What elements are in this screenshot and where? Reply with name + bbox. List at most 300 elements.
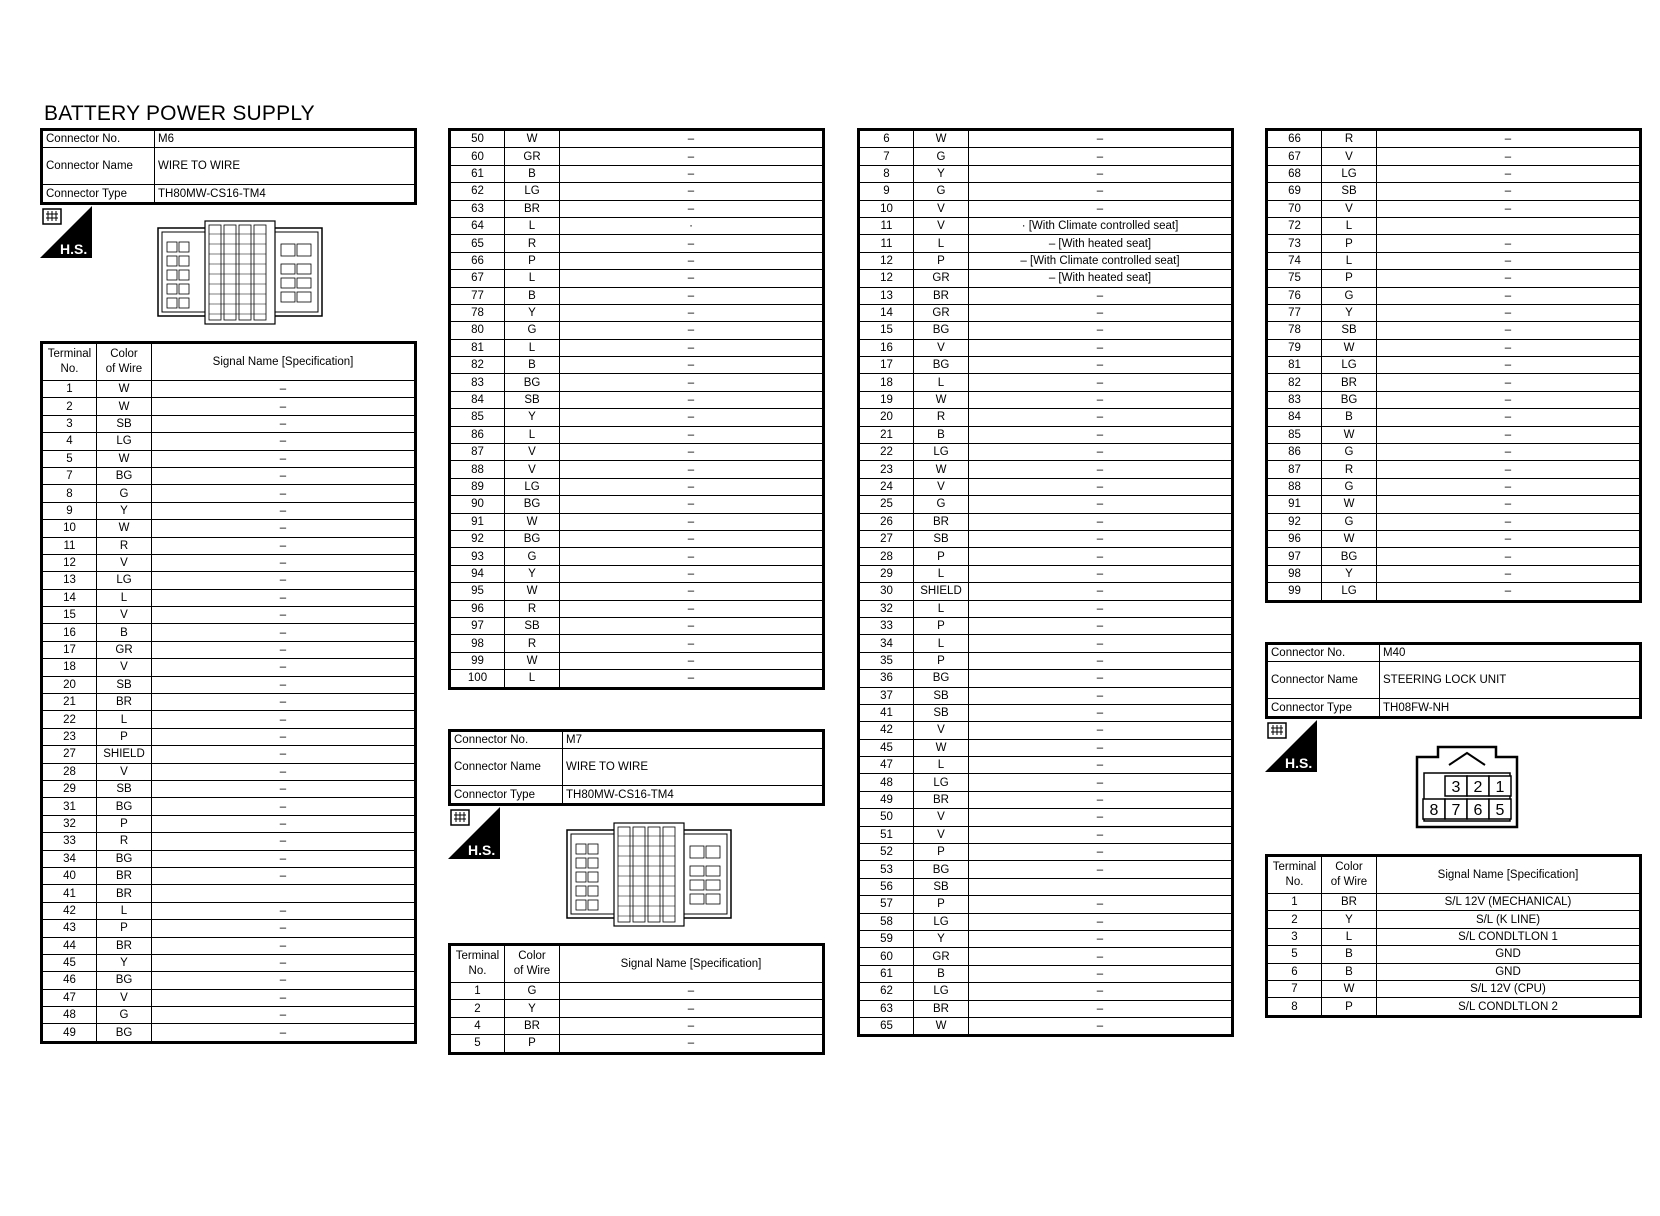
terminal-header: Terminal No. [42,343,97,381]
connector-face-m6 [157,220,323,325]
signal-cell: – [152,920,416,937]
wire-color-cell: P [97,815,152,832]
signal-cell: – [1377,304,1641,321]
terminal-cell: 2 [42,398,97,415]
terminal-cell: 13 [42,572,97,589]
signal-cell: – [969,409,1233,426]
signal-cell: – [969,478,1233,495]
table-row [1267,496,1641,513]
terminal-cell: 12 [42,554,97,571]
wire-color-cell: BG [505,496,560,513]
signal-cell: – [1377,461,1641,478]
table-row [859,930,1233,947]
table-row [42,659,416,676]
table-row [1267,583,1641,601]
table-row [42,746,416,763]
wire-color-cell: SHIELD [97,746,152,763]
signal-cell: – [152,485,416,502]
signal-cell: – [969,287,1233,304]
table-row [42,885,416,902]
wire-color-cell: W [505,130,560,148]
terminal-cell: 17 [859,357,914,374]
connector-type-value: TH80MW-CS16-TM4 [563,786,824,804]
terminal-cell: 60 [450,148,505,165]
terminal-cell: 49 [859,791,914,808]
terminal-cell: 53 [859,861,914,878]
terminal-cell: 42 [859,722,914,739]
wire-color-cell: W [914,130,969,148]
signal-cell: – [969,757,1233,774]
wire-color-cell: W [914,461,969,478]
terminal-cell: 50 [859,809,914,826]
table-row [1267,894,1641,911]
signal-cell: – [152,989,416,1006]
table-row [450,1000,824,1017]
table-row [859,478,1233,495]
wire-color-cell: SB [914,704,969,721]
table-row [859,739,1233,756]
signal-cell: – [969,670,1233,687]
wire-color-cell: BG [914,670,969,687]
signal-cell: S/L CONDLTLON 1 [1377,928,1641,945]
wire-color-cell: L [97,711,152,728]
terminal-cell: 24 [859,478,914,495]
table-row [859,600,1233,617]
table-row [859,913,1233,930]
signal-cell: – [152,746,416,763]
wire-color-cell: BR [914,287,969,304]
signal-cell: – [969,444,1233,461]
table-row [859,583,1233,600]
connector-face-m40 [1413,745,1521,829]
signal-cell: – [152,850,416,867]
wire-color-cell: W [1322,530,1377,547]
terminal-cell: 15 [42,607,97,624]
wire-color-cell: B [914,426,969,443]
terminal-cell: 56 [859,878,914,895]
table-row [1267,513,1641,530]
wire-color-cell: BG [914,861,969,878]
table-row [42,641,416,658]
signal-cell: – [With heated seat] [969,270,1233,287]
wire-color-cell: V [1322,148,1377,165]
table-row [1267,963,1641,980]
wire-color-cell: V [914,217,969,234]
table-row [859,217,1233,234]
terminal-cell: 49 [42,1024,97,1042]
wire-color-cell: SB [97,676,152,693]
signal-cell: S/L 12V (CPU) [1377,980,1641,997]
terminal-cell: 77 [1267,304,1322,321]
terminal-cell: 52 [859,844,914,861]
table-row [42,572,416,589]
wire-color-cell: R [505,635,560,652]
table-row [859,1017,1233,1035]
terminal-cell: 87 [1267,461,1322,478]
connector-name-label: Connector Name [450,749,563,786]
signal-cell: – [969,600,1233,617]
table-row [450,444,824,461]
signal-cell: – [152,937,416,954]
wire-color-cell: W [914,391,969,408]
signal-cell: – [560,304,824,321]
signal-cell: – [969,809,1233,826]
table-row [42,954,416,971]
table-row [42,1024,416,1042]
terminal-cell: 86 [1267,444,1322,461]
wire-color-cell: W [1322,980,1377,997]
terminal-cell: 91 [1267,496,1322,513]
signal-cell: – [152,624,416,641]
signal-cell: – [1377,565,1641,582]
signal-cell: – [560,1017,824,1034]
table-row [1267,322,1641,339]
table-row [859,617,1233,634]
wire-color-cell: B [505,287,560,304]
wire-color-cell: L [1322,217,1377,234]
connector-no-value: M40 [1380,644,1641,662]
table-row [859,878,1233,895]
terminal-cell: 96 [450,600,505,617]
connector-no-value: M7 [563,731,824,749]
wire-color-cell: R [1322,130,1377,148]
signal-cell: – [152,711,416,728]
signal-cell: – [969,130,1233,148]
signal-cell: – [1377,426,1641,443]
signal-cell: – [969,896,1233,913]
wire-color-cell: R [97,537,152,554]
wire-color-cell: P [97,920,152,937]
table-row [859,565,1233,582]
wire-color-cell: R [1322,461,1377,478]
signal-cell: – [152,398,416,415]
terminal-cell: 5 [1267,946,1322,963]
terminal-cell: 28 [42,763,97,780]
table-row [859,165,1233,182]
signal-cell: – [969,687,1233,704]
wire-color-cell: SB [1322,322,1377,339]
terminal-cell: 51 [859,826,914,843]
signal-cell: – [560,130,824,148]
terminal-cell: 7 [1267,980,1322,997]
terminal-cell: 81 [450,339,505,356]
table-row [450,339,824,356]
terminal-cell: 63 [859,1000,914,1017]
m6-connector-info [40,128,417,205]
wire-color-cell: R [505,235,560,252]
signal-cell: – [1377,130,1641,148]
terminal-cell: 42 [42,902,97,919]
signal-cell: – [1377,200,1641,217]
signal-cell: – [560,652,824,669]
wire-color-cell: BR [1322,374,1377,391]
wire-color-cell: LG [1322,165,1377,182]
signal-cell: – [1377,374,1641,391]
signal-cell: – [1377,252,1641,269]
table-row [42,972,416,989]
signal-cell: · [With Climate controlled seat] [969,217,1233,234]
wire-color-cell: BG [914,322,969,339]
table-row [42,485,416,502]
wire-color-cell: SB [1322,183,1377,200]
terminal-cell: 36 [859,670,914,687]
terminal-cell: 50 [450,130,505,148]
connector-type-label: Connector Type [450,786,563,804]
table-row [450,983,824,1000]
table-row [42,989,416,1006]
wire-color-cell: L [505,217,560,234]
signal-cell: · [560,217,824,234]
color-header: Color of Wire [1322,856,1377,894]
terminal-cell: 41 [859,704,914,721]
wire-color-cell: W [1322,426,1377,443]
signal-cell: – [969,722,1233,739]
wire-color-cell: V [914,478,969,495]
table-row [450,670,824,688]
table-row [42,728,416,745]
signal-cell: – [152,641,416,658]
hs-icon-label: H.S. [60,241,88,257]
wire-color-cell: L [97,902,152,919]
terminal-cell: 46 [42,972,97,989]
signal-cell: – [560,478,824,495]
color-header: Color of Wire [505,945,560,983]
table-row [1267,530,1641,547]
connector-type-value: TH08FW-NH [1380,699,1641,717]
terminal-cell: 23 [859,461,914,478]
table-row [450,270,824,287]
signal-cell [969,878,1233,895]
wire-color-cell: B [97,624,152,641]
signal-cell: – [152,572,416,589]
terminal-cell: 7 [859,148,914,165]
signal-cell: – [560,513,824,530]
table-row [450,165,824,182]
table-row [42,537,416,554]
signal-cell: GND [1377,946,1641,963]
table-row [450,217,824,234]
wire-color-cell: W [97,381,152,398]
pin-label: 7 [1451,802,1461,819]
signal-cell: – [969,530,1233,547]
signal-cell: – [969,565,1233,582]
signal-cell: – [152,433,416,450]
wire-color-cell: BG [505,374,560,391]
terminal-cell: 1 [42,381,97,398]
terminal-cell: 45 [42,954,97,971]
terminal-cell: 98 [450,635,505,652]
wire-color-cell: SB [97,415,152,432]
table-row [42,1007,416,1024]
table-row [450,548,824,565]
signal-cell: S/L (K LINE) [1377,911,1641,928]
terminal-cell: 60 [859,948,914,965]
wire-color-cell: G [914,183,969,200]
terminal-cell: 57 [859,896,914,913]
wire-color-cell: G [1322,513,1377,530]
terminal-cell: 5 [450,1035,505,1053]
table-row [42,902,416,919]
table-row [450,635,824,652]
signal-cell: – [1377,165,1641,182]
terminal-cell: 58 [859,913,914,930]
table-row [859,774,1233,791]
terminal-cell: 64 [450,217,505,234]
table-row [450,426,824,443]
terminal-cell: 91 [450,513,505,530]
table-row [859,409,1233,426]
signal-cell: – [1377,496,1641,513]
wire-color-cell: P [914,617,969,634]
terminal-cell: 9 [42,502,97,519]
signal-header: Signal Name [Specification] [152,343,416,381]
wire-color-cell: L [914,635,969,652]
signal-cell: – [969,183,1233,200]
signal-cell: – [152,972,416,989]
terminal-cell: 85 [1267,426,1322,443]
wire-color-cell: V [1322,200,1377,217]
table-row [42,833,416,850]
signal-cell: – [1377,583,1641,601]
wire-color-cell: G [97,485,152,502]
signal-cell: – [969,200,1233,217]
signal-cell: – [With heated seat] [969,235,1233,252]
table-row [859,270,1233,287]
wire-color-cell: BR [97,937,152,954]
signal-cell: – [1377,235,1641,252]
table-row [42,798,416,815]
wire-color-cell: W [914,739,969,756]
signal-cell: – [969,930,1233,947]
wire-color-cell: SB [505,617,560,634]
connector-name-label: Connector Name [1267,662,1380,699]
wire-color-cell: GR [97,641,152,658]
table-row [859,391,1233,408]
wire-color-cell: L [1322,252,1377,269]
table-row [859,183,1233,200]
connector-name-value: WIRE TO WIRE [155,148,416,185]
signal-cell: – [1377,409,1641,426]
signal-cell: – [152,780,416,797]
signal-cell: – [969,548,1233,565]
table-row [450,600,824,617]
terminal-cell: 92 [450,530,505,547]
terminal-cell: 92 [1267,513,1322,530]
table-row [859,861,1233,878]
table-row [1267,130,1641,148]
wire-color-cell: V [97,659,152,676]
table-row [1267,217,1641,234]
signal-cell: – [969,652,1233,669]
signal-cell: – [152,520,416,537]
signal-cell: – [969,391,1233,408]
wire-color-cell: BR [914,513,969,530]
wire-color-cell: LG [505,478,560,495]
terminal-cell: 69 [1267,183,1322,200]
wire-color-cell: Y [1322,565,1377,582]
wire-color-cell: W [97,398,152,415]
terminal-cell: 32 [42,815,97,832]
wire-color-cell: L [914,600,969,617]
terminal-cell: 99 [1267,583,1322,601]
wire-color-cell: SB [914,687,969,704]
terminal-cell: 79 [1267,339,1322,356]
table-row [859,1000,1233,1017]
terminal-cell: 5 [42,450,97,467]
wire-color-cell: L [914,757,969,774]
table-row [1267,998,1641,1016]
terminal-cell: 33 [42,833,97,850]
wire-color-cell: G [505,548,560,565]
signal-header: Signal Name [Specification] [560,945,824,983]
connector-type-label: Connector Type [42,185,155,203]
table-row [1267,980,1641,997]
table-row [450,130,824,148]
signal-cell: – [152,954,416,971]
wire-color-cell: BR [505,200,560,217]
table-row [450,530,824,547]
wire-color-cell: V [97,607,152,624]
terminal-cell: 17 [42,641,97,658]
table-row [1267,946,1641,963]
wire-color-cell: G [505,322,560,339]
wire-color-cell: SB [914,530,969,547]
table-row [859,844,1233,861]
wire-color-cell: V [97,554,152,571]
terminal-cell: 67 [450,270,505,287]
terminal-cell: 20 [42,676,97,693]
table-row [1267,461,1641,478]
table-row [450,461,824,478]
terminal-cell: 96 [1267,530,1322,547]
terminal-cell: 75 [1267,270,1322,287]
table-row [1267,270,1641,287]
table-row [42,850,416,867]
signal-cell: – [152,502,416,519]
wire-color-cell: Y [505,304,560,321]
terminal-cell: 87 [450,444,505,461]
wire-color-cell: G [1322,444,1377,461]
signal-cell: – [560,270,824,287]
table-row [859,948,1233,965]
wire-color-cell: P [505,1035,560,1053]
table-row [1267,478,1641,495]
pin-label: 6 [1473,802,1483,819]
table-row [859,722,1233,739]
terminal-cell: 83 [1267,391,1322,408]
pin-label: 1 [1495,779,1505,796]
table-row [450,565,824,582]
signal-cell: – [969,774,1233,791]
terminal-cell: 11 [859,217,914,234]
signal-cell: – [560,496,824,513]
signal-cell: – [969,1000,1233,1017]
signal-cell: – [152,537,416,554]
wire-color-cell: G [505,983,560,1000]
wire-color-cell: W [1322,339,1377,356]
wire-color-cell: B [1322,963,1377,980]
terminal-cell: 78 [450,304,505,321]
signal-cell: – [560,165,824,182]
table-row [42,815,416,832]
page-title: BATTERY POWER SUPPLY [44,102,315,125]
terminal-cell: 6 [859,130,914,148]
table-row [859,826,1233,843]
wire-color-cell: P [914,252,969,269]
wire-color-cell: SB [505,391,560,408]
wire-color-cell: P [914,896,969,913]
signal-cell: – [969,635,1233,652]
